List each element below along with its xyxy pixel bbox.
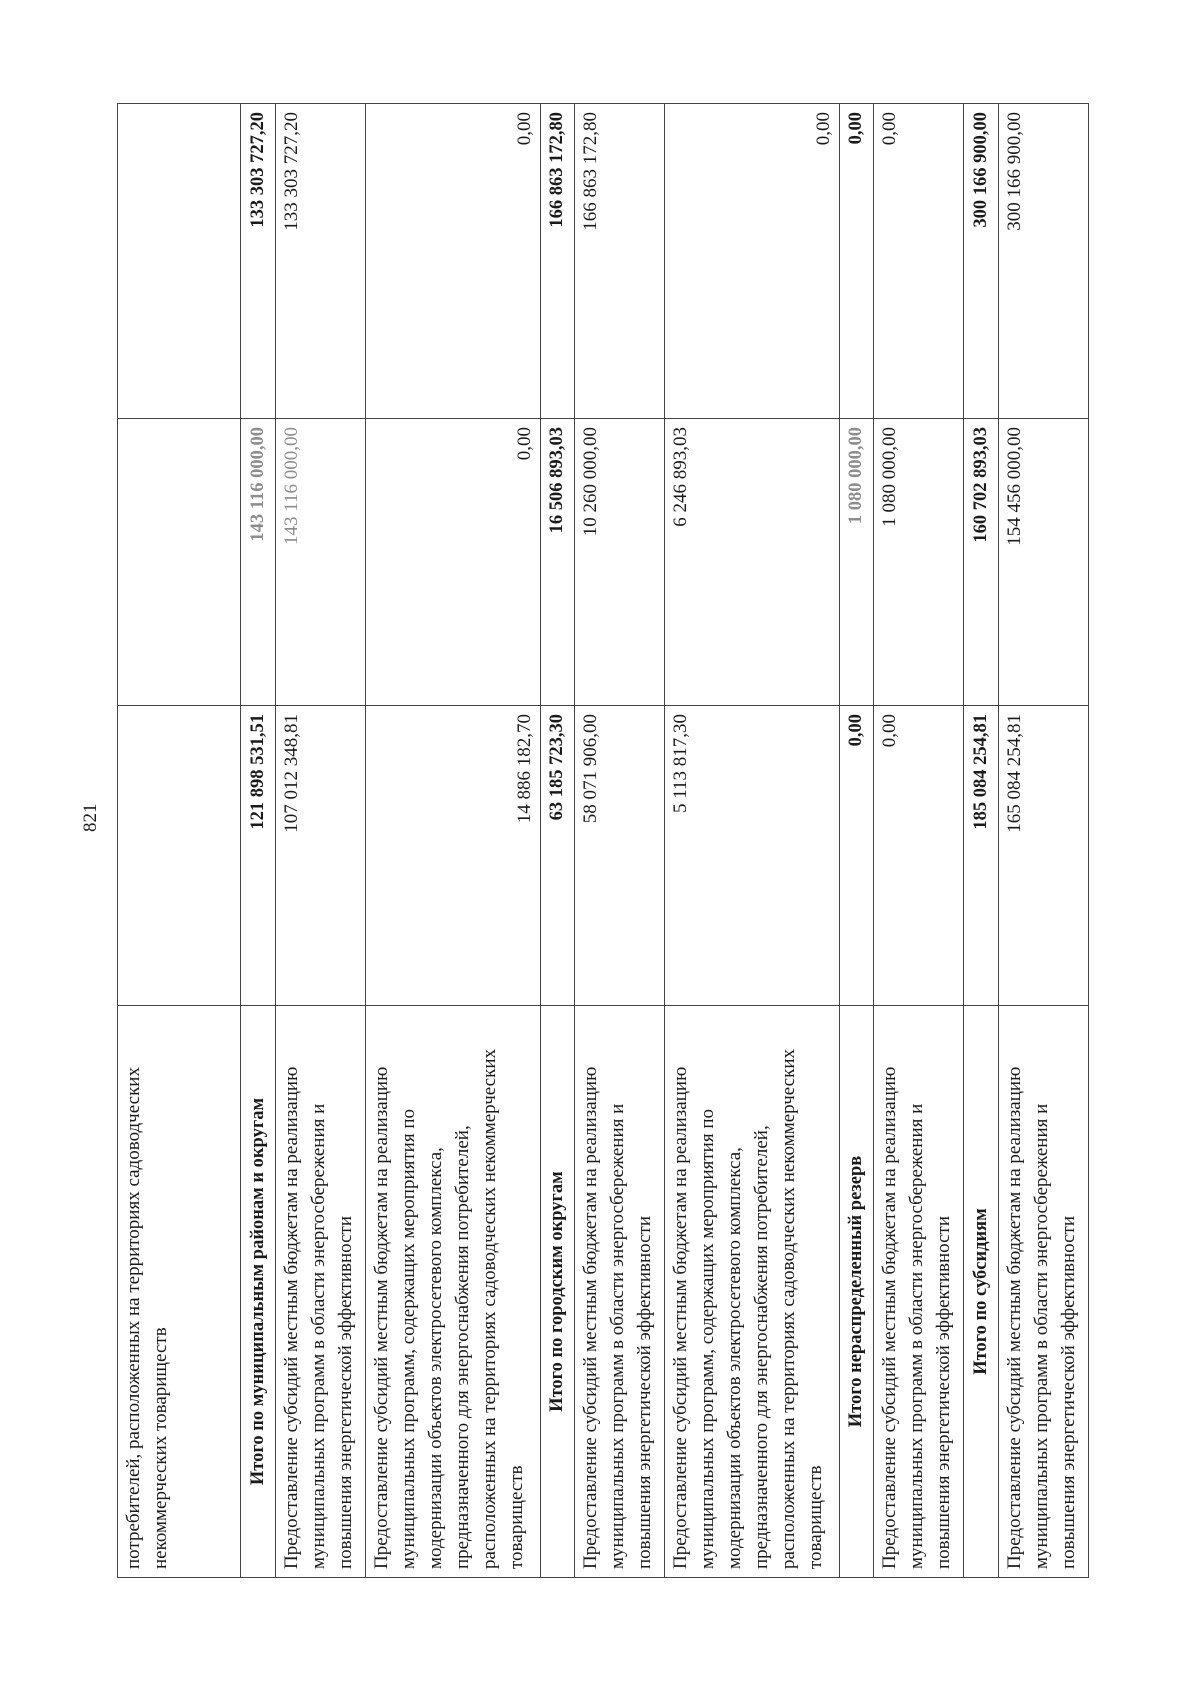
row-value-col1: 63 185 723,30	[540, 706, 575, 1006]
row-value-col3: 0,00	[665, 104, 840, 419]
row-value-col3: 0,00	[839, 104, 874, 419]
row-description: Предоставление субсидий местным бюджетам на реализацию муниципальных программ, содержащих мероприятия по модернизации объектов электросетевого комплекса, предназначенного для энергоснабжения потребителей, расположенных на территориях садоводческих некоммерческих товариществ	[365, 1006, 540, 1578]
row-description: Итого по муниципальным районам и округам	[241, 1006, 276, 1578]
row-value-col1: 185 084 254,81	[964, 706, 999, 1006]
row-value-col3: 133 303 727,20	[241, 104, 276, 419]
row-value-col2: 0,00	[365, 419, 540, 706]
table-row-total-reserve	[839, 104, 874, 1578]
row-value-col3: 133 303 727,20	[275, 104, 365, 419]
row-description: Итого нераспределенный резерв	[839, 1006, 874, 1578]
row-value-col2: 160 702 893,03	[964, 419, 999, 706]
row-value-col1: 165 084 254,81	[998, 706, 1088, 1006]
row-value-col2: 10 260 000,00	[575, 419, 665, 706]
row-value-col2: 143 116 000,00	[241, 419, 276, 706]
row-value-col1: 14 886 182,70	[365, 706, 540, 1006]
row-value-col2: 154 456 000,00	[998, 419, 1088, 706]
budget-table	[117, 103, 1089, 1578]
row-description: Предоставление субсидий местным бюджетам на реализацию муниципальных программ в области энергосбережения и повышения энергетической эффективности	[998, 1006, 1088, 1578]
row-value-col3: 166 863 172,80	[540, 104, 575, 419]
row-value-col3: 0,00	[874, 104, 964, 419]
row-value-col3: 300 166 900,00	[964, 104, 999, 419]
table-row	[365, 104, 540, 1578]
row-value-col2	[118, 419, 241, 706]
table-row	[998, 104, 1088, 1578]
budget-table-rotated	[117, 104, 1089, 1578]
page-number: 821	[80, 803, 101, 832]
table-row-continuation	[118, 104, 241, 1578]
table-row	[874, 104, 964, 1578]
row-value-col3: 166 863 172,80	[575, 104, 665, 419]
row-value-col1: 107 012 348,81	[275, 706, 365, 1006]
row-value-col1: 58 071 906,00	[575, 706, 665, 1006]
row-description: Итого по субсидиям	[964, 1006, 999, 1578]
row-value-col2: 143 116 000,00	[275, 419, 365, 706]
row-description: Предоставление субсидий местным бюджетам на реализацию муниципальных программ в области энергосбережения и повышения энергетической эффективности	[575, 1006, 665, 1578]
row-value-col3: 300 166 900,00	[998, 104, 1088, 419]
table-row	[275, 104, 365, 1578]
row-value-col1: 5 113 817,30	[665, 706, 840, 1006]
row-value-col1	[118, 706, 241, 1006]
row-description: Предоставление субсидий местным бюджетам на реализацию муниципальных программ в области энергосбережения и повышения энергетической эффективности	[874, 1006, 964, 1578]
row-value-col1: 0,00	[839, 706, 874, 1006]
row-value-col1: 0,00	[874, 706, 964, 1006]
row-value-col2: 1 080 000,00	[874, 419, 964, 706]
table-row-total-districts	[241, 104, 276, 1578]
table-row	[575, 104, 665, 1578]
row-value-col1: 121 898 531,51	[241, 706, 276, 1006]
row-description: Итого по городским округам	[540, 1006, 575, 1578]
row-value-col3: 0,00	[365, 104, 540, 419]
row-value-col2: 1 080 000,00	[839, 419, 874, 706]
row-value-col2: 16 506 893,03	[540, 419, 575, 706]
row-description: Предоставление субсидий местным бюджетам на реализацию муниципальных программ, содержащих мероприятия по модернизации объектов электросетевого комплекса, предназначенного для энергоснабжения потребителей, расположенных на территориях садоводческих некоммерческих товариществ	[665, 1006, 840, 1578]
table-row	[665, 104, 840, 1578]
row-value-col3	[118, 104, 241, 419]
row-value-col2: 6 246 893,03	[665, 419, 840, 706]
row-description: потребителей, расположенных на территориях садоводческих некоммерческих товариществ	[118, 1006, 241, 1578]
row-description: Предоставление субсидий местным бюджетам на реализацию муниципальных программ в области энергосбережения и повышения энергетической эффективности	[275, 1006, 365, 1578]
table-row-total-subsidies	[964, 104, 999, 1578]
table-row-total-cities	[540, 104, 575, 1578]
